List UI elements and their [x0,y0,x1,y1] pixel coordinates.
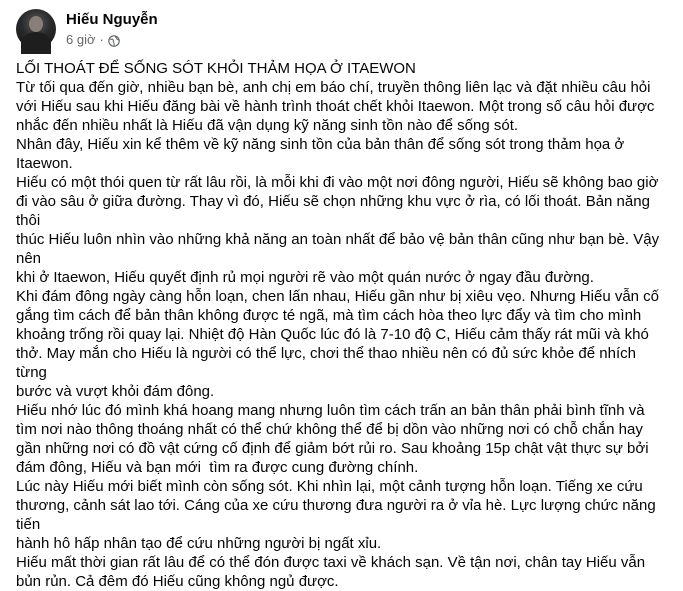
post-paragraph: Hiếu có một thói quen từ rất lâu rồi, là mỗi khi đi vào một nơi đông người, Hiếu sẽ không bao giờ đi vào sâu ở giữa đường. Thay vì đó, Hiếu sẽ chọn những khu vực ở rìa, có lối thoát. Bản năng thôi thúc Hiếu luôn nhìn vào những khả năng an toàn nhất để bảo vệ bản thân cũng như bạn bè. Vậy nên khi ở Itaewon, Hiếu quyết định rủ mọi người rẽ vào một quán nước ở ngay đầu đường. [16,174,660,286]
globe-icon[interactable] [108,34,120,46]
post-title: LỐI THOÁT ĐỂ SỐNG SÓT KHỎI THẢM HỌA Ở ITAEWON [16,60,416,77]
post-paragraph: Từ tối qua đến giờ, nhiều bạn bè, anh chị em báo chí, truyền thông liên lạc và đặt nhiều câu hỏi với Hiếu sau khi Hiếu đăng bài về hành trình thoát chết khỏi Itaewon. Một trong số câu hỏi được nhắc đến nhiều nhất là Hiếu đã vận dụng kỹ năng sinh tồn nào để sống sót. [16,79,655,134]
post-paragraph: Lúc này Hiếu mới biết mình còn sống sót. Khi nhìn lại, một cảnh tượng hỗn loạn. Tiếng xe cứu thương, cảnh sát lao tới. Cáng của xe cứu thương đưa người ra ở vỉa hè. Lực lượng chức năng tiến hành hô hấp nhân tạo để cứu những người bị ngất xỉu. [16,478,656,552]
avatar[interactable] [16,9,56,49]
avatar-head [29,16,43,32]
post-paragraph: Khi đám đông ngày càng hỗn loạn, chen lấn nhau, Hiếu gần như bị xiêu vẹo. Nhưng Hiếu vẫn cố gắng tìm cách để bản thân không được té ngã, mà tìm cách hòa theo lực đẩy và tìm cho mình khoảng trống rồi quay lại. Nhiệt độ Hàn Quốc lúc đó là 7-10 độ C, Hiếu cảm thấy rát mũi và khó thở. May mắn cho Hiếu là người có thể lực, chơi thể thao nhiều nên có đủ sức khỏe để nhích từng bước và vượt khỏi đám đông. [16,288,660,400]
post-body [16,59,671,591]
header-text [66,10,158,48]
avatar-shoulders [21,32,51,54]
post-header [16,8,158,50]
post-meta [66,31,158,48]
post-paragraph: Hiếu nhớ lúc đó mình khá hoang mang nhưng luôn tìm cách trấn an bản thân phải bình tĩnh và tìm nơi nào thông thoáng nhất có thể chứ không thể để bị dồn vào những nơi có chỗ chắn hay gần những nơi có đồ vật cứng cố định để giảm bớt rủi ro. Sau khoảng 15p chật vật thực sự bởi đám đông, Hiếu và bạn mới tìm ra được cung đường chính. [16,402,649,476]
post-timestamp[interactable]: 6 giờ [66,32,96,47]
post-paragraph: Nhân đây, Hiếu xin kể thêm về kỹ năng sinh tồn của bản thân để sống sót trong thảm họa ở Itaewon. [16,136,625,172]
author-name[interactable]: Hiếu Nguyễn [66,11,158,28]
post-paragraph: Hiếu mất thời gian rất lâu để có thể đón được taxi về khách sạn. Về tận nơi, chân tay Hiếu vẫn bủn rủn. Cả đêm đó Hiếu cũng không ngủ được. [16,554,646,590]
meta-separator: · [99,32,104,47]
